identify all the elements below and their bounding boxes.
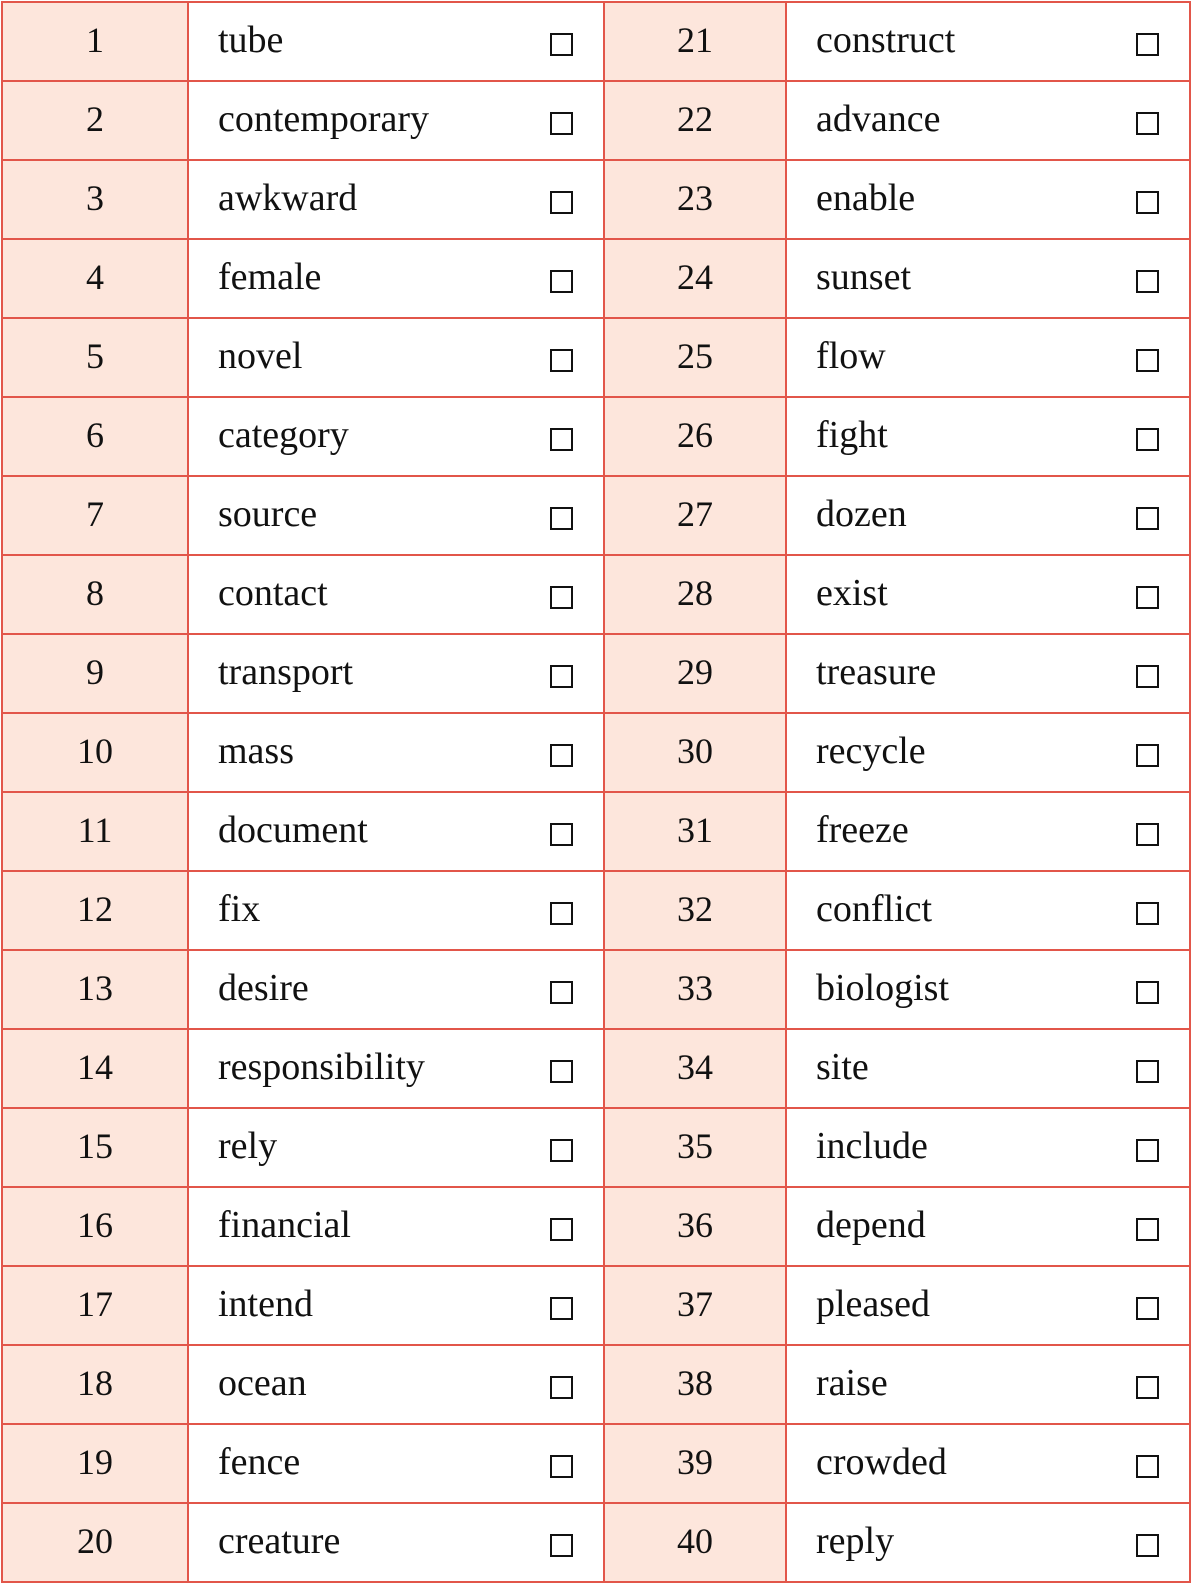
checkbox-icon[interactable] bbox=[550, 428, 573, 451]
word-cell-content bbox=[189, 1030, 603, 1107]
word-cell bbox=[786, 1424, 1190, 1503]
checkbox-icon[interactable] bbox=[1136, 1218, 1159, 1241]
vocabulary-word: ocean bbox=[218, 1361, 307, 1404]
word-number: 4 bbox=[2, 239, 188, 318]
word-cell bbox=[188, 1029, 604, 1108]
table-row bbox=[2, 397, 1190, 476]
word-cell bbox=[188, 1266, 604, 1345]
word-cell-content bbox=[787, 1109, 1189, 1186]
word-cell-content bbox=[189, 1504, 603, 1581]
checkbox-icon[interactable] bbox=[550, 1218, 573, 1241]
word-cell-content bbox=[189, 477, 603, 554]
checkbox-icon[interactable] bbox=[1136, 1534, 1159, 1557]
vocabulary-word: exist bbox=[816, 571, 888, 614]
word-number: 12 bbox=[2, 871, 188, 950]
vocabulary-word: construct bbox=[816, 18, 956, 61]
checkbox-icon[interactable] bbox=[1136, 1060, 1159, 1083]
vocabulary-word: fix bbox=[218, 887, 261, 930]
table-row bbox=[2, 476, 1190, 555]
checkbox-icon[interactable] bbox=[550, 744, 573, 767]
table-row bbox=[2, 1503, 1190, 1582]
word-number: 37 bbox=[604, 1266, 786, 1345]
vocabulary-word: include bbox=[816, 1124, 928, 1167]
word-cell bbox=[188, 318, 604, 397]
checkbox-icon[interactable] bbox=[1136, 665, 1159, 688]
word-cell bbox=[786, 81, 1190, 160]
word-cell-content bbox=[189, 635, 603, 712]
word-cell-content bbox=[189, 3, 603, 80]
vocabulary-word: treasure bbox=[816, 650, 937, 693]
word-cell-content bbox=[787, 1425, 1189, 1502]
word-number: 30 bbox=[604, 713, 786, 792]
word-cell bbox=[786, 634, 1190, 713]
word-cell bbox=[188, 555, 604, 634]
vocabulary-table bbox=[1, 1, 1191, 1583]
word-number: 29 bbox=[604, 634, 786, 713]
word-cell-content bbox=[189, 240, 603, 317]
word-cell bbox=[188, 871, 604, 950]
word-cell-content bbox=[787, 951, 1189, 1028]
word-cell bbox=[786, 1345, 1190, 1424]
word-cell bbox=[786, 239, 1190, 318]
word-cell bbox=[786, 871, 1190, 950]
checkbox-icon[interactable] bbox=[1136, 270, 1159, 293]
word-cell-content bbox=[787, 161, 1189, 238]
word-number: 10 bbox=[2, 713, 188, 792]
word-cell bbox=[786, 1503, 1190, 1582]
word-cell-content bbox=[787, 793, 1189, 870]
word-number: 1 bbox=[2, 2, 188, 81]
word-number: 34 bbox=[604, 1029, 786, 1108]
word-cell bbox=[188, 1345, 604, 1424]
word-number: 40 bbox=[604, 1503, 786, 1582]
checkbox-icon[interactable] bbox=[550, 33, 573, 56]
vocabulary-word: rely bbox=[218, 1124, 278, 1167]
checkbox-icon[interactable] bbox=[1136, 902, 1159, 925]
word-cell-content bbox=[787, 1346, 1189, 1423]
word-number: 21 bbox=[604, 2, 786, 81]
word-cell bbox=[188, 476, 604, 555]
checkbox-icon[interactable] bbox=[1136, 1376, 1159, 1399]
word-number: 38 bbox=[604, 1345, 786, 1424]
table-row bbox=[2, 792, 1190, 871]
word-cell-content bbox=[189, 161, 603, 238]
word-number: 39 bbox=[604, 1424, 786, 1503]
word-number: 20 bbox=[2, 1503, 188, 1582]
word-cell-content bbox=[189, 556, 603, 633]
table-row bbox=[2, 871, 1190, 950]
word-cell bbox=[786, 1187, 1190, 1266]
checkbox-icon[interactable] bbox=[550, 1139, 573, 1162]
word-number: 17 bbox=[2, 1266, 188, 1345]
table-row bbox=[2, 1108, 1190, 1187]
word-number: 13 bbox=[2, 950, 188, 1029]
word-number: 18 bbox=[2, 1345, 188, 1424]
word-cell-content bbox=[189, 319, 603, 396]
word-cell-content bbox=[189, 1425, 603, 1502]
word-cell bbox=[786, 160, 1190, 239]
word-cell-content bbox=[189, 398, 603, 475]
checkbox-icon[interactable] bbox=[550, 1297, 573, 1320]
word-cell-content bbox=[787, 1188, 1189, 1265]
vocabulary-word: awkward bbox=[218, 176, 358, 219]
word-number: 26 bbox=[604, 397, 786, 476]
table-row bbox=[2, 1266, 1190, 1345]
word-number: 35 bbox=[604, 1108, 786, 1187]
checkbox-icon[interactable] bbox=[1136, 823, 1159, 846]
table-row bbox=[2, 160, 1190, 239]
vocabulary-word: depend bbox=[816, 1203, 926, 1246]
vocabulary-word: recycle bbox=[816, 729, 926, 772]
checkbox-icon[interactable] bbox=[1136, 1139, 1159, 1162]
word-cell bbox=[188, 792, 604, 871]
word-cell bbox=[786, 555, 1190, 634]
word-cell-content bbox=[189, 82, 603, 159]
word-number: 2 bbox=[2, 81, 188, 160]
checkbox-icon[interactable] bbox=[550, 823, 573, 846]
word-cell bbox=[188, 239, 604, 318]
table-row bbox=[2, 1029, 1190, 1108]
word-number: 9 bbox=[2, 634, 188, 713]
word-cell-content bbox=[787, 240, 1189, 317]
vocabulary-word: responsibility bbox=[218, 1045, 425, 1088]
checkbox-icon[interactable] bbox=[550, 902, 573, 925]
checkbox-icon[interactable] bbox=[550, 586, 573, 609]
word-number: 16 bbox=[2, 1187, 188, 1266]
word-cell bbox=[786, 950, 1190, 1029]
word-cell-content bbox=[787, 398, 1189, 475]
word-number: 25 bbox=[604, 318, 786, 397]
vocabulary-word: mass bbox=[218, 729, 294, 772]
checkbox-icon[interactable] bbox=[550, 1376, 573, 1399]
word-cell-content bbox=[189, 1188, 603, 1265]
table-row bbox=[2, 713, 1190, 792]
word-cell-content bbox=[787, 82, 1189, 159]
word-number: 22 bbox=[604, 81, 786, 160]
vocabulary-word: female bbox=[218, 255, 322, 298]
word-number: 32 bbox=[604, 871, 786, 950]
word-number: 7 bbox=[2, 476, 188, 555]
word-number: 27 bbox=[604, 476, 786, 555]
word-number: 33 bbox=[604, 950, 786, 1029]
word-number: 5 bbox=[2, 318, 188, 397]
word-number: 8 bbox=[2, 555, 188, 634]
word-number: 6 bbox=[2, 397, 188, 476]
table-row bbox=[2, 950, 1190, 1029]
word-cell bbox=[188, 1187, 604, 1266]
word-cell bbox=[786, 792, 1190, 871]
table-row bbox=[2, 1424, 1190, 1503]
word-cell bbox=[188, 713, 604, 792]
word-cell bbox=[786, 397, 1190, 476]
word-number: 28 bbox=[604, 555, 786, 634]
checkbox-icon[interactable] bbox=[550, 981, 573, 1004]
word-cell-content bbox=[189, 1109, 603, 1186]
word-number: 14 bbox=[2, 1029, 188, 1108]
checkbox-icon[interactable] bbox=[1136, 428, 1159, 451]
checkbox-icon[interactable] bbox=[1136, 112, 1159, 135]
vocabulary-word: contact bbox=[218, 571, 328, 614]
vocabulary-word: enable bbox=[816, 176, 916, 219]
vocabulary-table-body bbox=[2, 2, 1190, 1582]
word-cell bbox=[786, 1266, 1190, 1345]
checkbox-icon[interactable] bbox=[1136, 1455, 1159, 1478]
vocabulary-word: conflict bbox=[816, 887, 933, 930]
word-cell-content bbox=[189, 872, 603, 949]
vocabulary-word: raise bbox=[816, 1361, 888, 1404]
word-cell bbox=[786, 713, 1190, 792]
vocabulary-word: dozen bbox=[816, 492, 907, 535]
word-number: 3 bbox=[2, 160, 188, 239]
word-cell-content bbox=[787, 1030, 1189, 1107]
word-cell-content bbox=[189, 793, 603, 870]
vocabulary-word: freeze bbox=[816, 808, 909, 851]
word-cell bbox=[188, 397, 604, 476]
word-cell bbox=[786, 476, 1190, 555]
vocabulary-word: flow bbox=[816, 334, 886, 377]
checkbox-icon[interactable] bbox=[1136, 33, 1159, 56]
word-cell bbox=[188, 1424, 604, 1503]
word-cell bbox=[786, 318, 1190, 397]
checkbox-icon[interactable] bbox=[1136, 349, 1159, 372]
word-cell-content bbox=[189, 1346, 603, 1423]
vocabulary-word: category bbox=[218, 413, 349, 456]
checkbox-icon[interactable] bbox=[550, 270, 573, 293]
word-cell bbox=[188, 160, 604, 239]
checkbox-icon[interactable] bbox=[550, 507, 573, 530]
checkbox-icon[interactable] bbox=[1136, 1297, 1159, 1320]
word-number: 15 bbox=[2, 1108, 188, 1187]
word-cell bbox=[188, 2, 604, 81]
vocabulary-word: novel bbox=[218, 334, 303, 377]
checkbox-icon[interactable] bbox=[1136, 981, 1159, 1004]
checkbox-icon[interactable] bbox=[550, 665, 573, 688]
vocabulary-word: creature bbox=[218, 1519, 341, 1562]
vocabulary-word: contemporary bbox=[218, 97, 430, 140]
word-cell-content bbox=[189, 951, 603, 1028]
word-cell bbox=[188, 81, 604, 160]
word-cell bbox=[786, 1108, 1190, 1187]
vocabulary-word: fight bbox=[816, 413, 888, 456]
checkbox-icon[interactable] bbox=[550, 1060, 573, 1083]
vocabulary-word: fence bbox=[218, 1440, 301, 1483]
table-row bbox=[2, 555, 1190, 634]
table-row bbox=[2, 239, 1190, 318]
checkbox-icon[interactable] bbox=[1136, 586, 1159, 609]
checkbox-icon[interactable] bbox=[1136, 507, 1159, 530]
word-cell-content bbox=[787, 3, 1189, 80]
table-row bbox=[2, 634, 1190, 713]
word-cell-content bbox=[787, 477, 1189, 554]
word-cell-content bbox=[787, 1267, 1189, 1344]
vocabulary-word: desire bbox=[218, 966, 309, 1009]
table-row bbox=[2, 1345, 1190, 1424]
word-cell-content bbox=[787, 872, 1189, 949]
checkbox-icon[interactable] bbox=[550, 1455, 573, 1478]
vocabulary-word: transport bbox=[218, 650, 354, 693]
word-cell-content bbox=[189, 714, 603, 791]
word-cell bbox=[188, 1503, 604, 1582]
vocabulary-word: sunset bbox=[816, 255, 911, 298]
word-cell-content bbox=[787, 556, 1189, 633]
checkbox-icon[interactable] bbox=[1136, 191, 1159, 214]
vocabulary-word: document bbox=[218, 808, 368, 851]
checkbox-icon[interactable] bbox=[1136, 744, 1159, 767]
vocabulary-word: source bbox=[218, 492, 318, 535]
word-number: 23 bbox=[604, 160, 786, 239]
word-cell-content bbox=[787, 1504, 1189, 1581]
table-row bbox=[2, 1187, 1190, 1266]
word-cell bbox=[188, 1108, 604, 1187]
word-number: 31 bbox=[604, 792, 786, 871]
table-row bbox=[2, 318, 1190, 397]
checkbox-icon[interactable] bbox=[550, 191, 573, 214]
checkbox-icon[interactable] bbox=[550, 349, 573, 372]
word-number: 11 bbox=[2, 792, 188, 871]
vocabulary-word: reply bbox=[816, 1519, 895, 1562]
word-cell bbox=[188, 950, 604, 1029]
vocabulary-word: pleased bbox=[816, 1282, 930, 1325]
word-cell bbox=[786, 1029, 1190, 1108]
word-number: 19 bbox=[2, 1424, 188, 1503]
vocabulary-word: tube bbox=[218, 18, 284, 61]
vocabulary-word: advance bbox=[816, 97, 941, 140]
vocabulary-word: intend bbox=[218, 1282, 313, 1325]
word-cell-content bbox=[787, 319, 1189, 396]
vocabulary-word: crowded bbox=[816, 1440, 947, 1483]
vocabulary-word: site bbox=[816, 1045, 869, 1088]
checkbox-icon[interactable] bbox=[550, 112, 573, 135]
table-row bbox=[2, 2, 1190, 81]
vocabulary-word: financial bbox=[218, 1203, 351, 1246]
checkbox-icon[interactable] bbox=[550, 1534, 573, 1557]
word-cell bbox=[786, 2, 1190, 81]
word-cell-content bbox=[787, 635, 1189, 712]
word-number: 36 bbox=[604, 1187, 786, 1266]
vocabulary-word: biologist bbox=[816, 966, 950, 1009]
word-cell-content bbox=[189, 1267, 603, 1344]
word-number: 24 bbox=[604, 239, 786, 318]
word-cell bbox=[188, 634, 604, 713]
word-cell-content bbox=[787, 714, 1189, 791]
table-row bbox=[2, 81, 1190, 160]
